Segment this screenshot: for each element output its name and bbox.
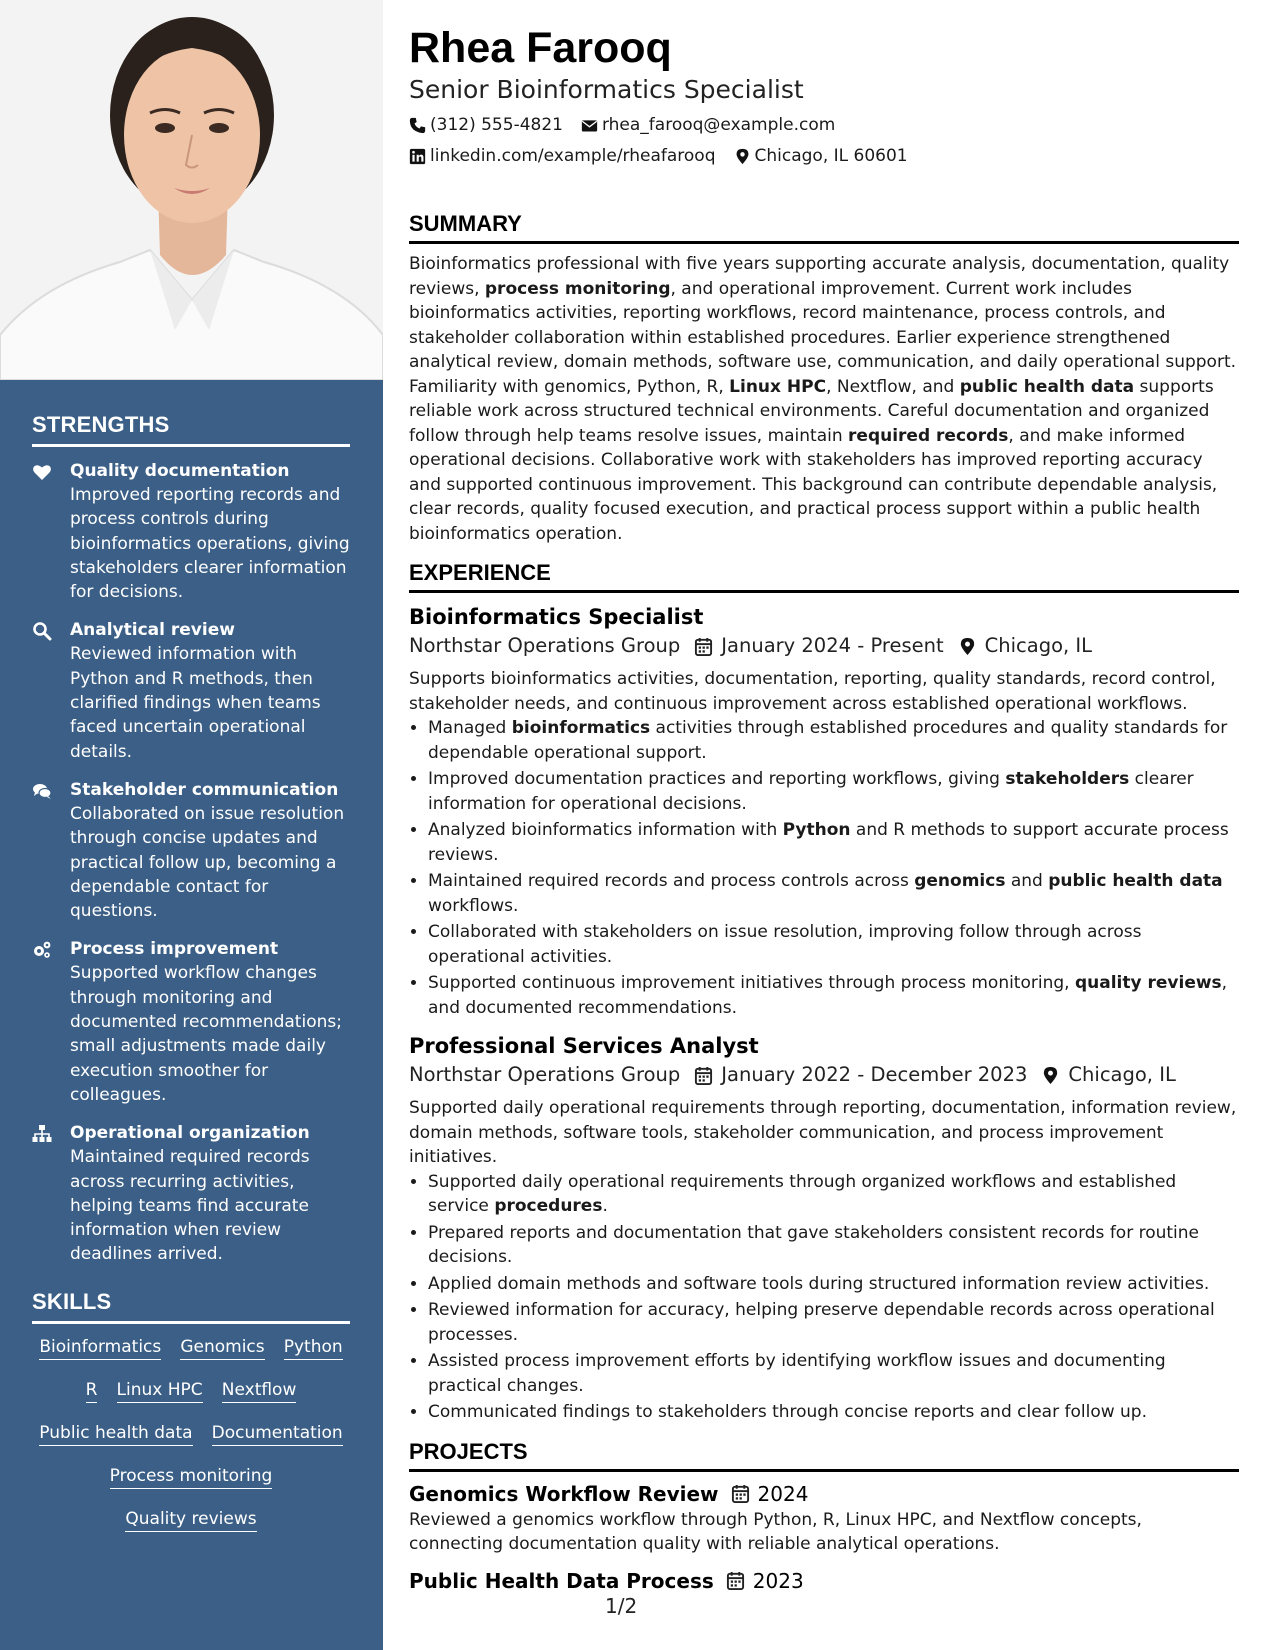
project-description: Reviewed a genomics workflow through Python, R, Linux HPC, and Nextflow concepts, connecting documentation quality with reliable analytical operations.	[409, 1509, 1142, 1554]
job-bullet: • Reviewed information for accuracy, helping preserve dependable records across operational processes.	[428, 1298, 1239, 1347]
strength-item	[32, 1121, 350, 1266]
job-bullets	[409, 716, 1239, 1020]
skill-tag: Quality reviews	[125, 1508, 256, 1532]
skill-row	[32, 1465, 350, 1489]
strength-item	[32, 937, 350, 1107]
job-company: Northstar Operations Group	[409, 634, 681, 657]
envelope-icon	[581, 117, 598, 134]
job-dates: January 2024 - Present	[721, 634, 944, 657]
project-entry	[409, 1567, 1239, 1595]
skill-tag: Python	[284, 1336, 343, 1360]
job-entry	[409, 603, 1239, 1020]
job-dates: January 2022 - December 2023	[721, 1063, 1028, 1086]
job-bullet: • Managed bioinformatics activities through established procedures and quality standards for dependable operational support.	[428, 716, 1239, 765]
job-bullet: • Prepared reports and documentation that gave stakeholders consistent records for routine decisions.	[428, 1221, 1239, 1270]
job-summary: Supports bioinformatics activities, documentation, reporting, quality standards, record control, stakeholder needs, and continuous improvement across established operational workflows.	[409, 669, 1216, 714]
main-content	[409, 22, 1239, 1595]
chat-icon	[32, 778, 70, 923]
sidebar	[0, 0, 383, 1650]
summary-heading: SUMMARY	[409, 211, 1239, 244]
location-contact	[734, 145, 908, 167]
page-number: 1/2	[605, 1594, 638, 1618]
project-title-row	[409, 1567, 1239, 1595]
profile-photo	[0, 0, 383, 380]
email-text[interactable]: rhea_farooq@example.com	[601, 115, 836, 135]
job-title-headline: Senior Bioinformatics Specialist	[409, 75, 804, 104]
skill-tag: Bioinformatics	[39, 1336, 161, 1360]
project-year: 2024	[757, 1481, 809, 1506]
phone-icon	[409, 117, 426, 134]
sidebar-content	[32, 412, 350, 1551]
calendar-icon	[731, 1484, 750, 1503]
linkedin-icon	[409, 148, 426, 165]
strength-description: Collaborated on issue resolution through concise updates and practical follow up, becoming a dependable contact for questions.	[70, 803, 345, 922]
job-bullet: • Assisted process improvement efforts by identifying workflow issues and documenting practical changes.	[428, 1349, 1239, 1398]
skill-tag: Genomics	[180, 1336, 264, 1360]
email-contact[interactable]	[581, 114, 835, 136]
strength-title: Process improvement	[70, 939, 279, 960]
strength-title: Operational organization	[70, 1123, 310, 1144]
job-company: Northstar Operations Group	[409, 1063, 681, 1086]
contact-row	[409, 145, 1239, 167]
job-summary: Supported daily operational requirements through reporting, documentation, information review, domain methods, software tools, stakeholder communication, and process improvement initiatives.	[409, 1098, 1237, 1167]
strength-title: Analytical review	[70, 620, 235, 641]
job-bullet: • Improved documentation practices and reporting workflows, giving stakeholders clearer information for operational decisions.	[428, 767, 1239, 816]
strength-description: Maintained required records across recurring activities, helping teams find accurate information when review deadlines arrived.	[70, 1147, 310, 1265]
strength-title: Quality documentation	[70, 461, 290, 481]
candidate-name: Rhea Farooq	[409, 24, 672, 72]
contact-row	[409, 114, 1239, 136]
skill-row	[32, 1422, 350, 1446]
project-title: Public Health Data Process	[409, 1568, 714, 1593]
job-bullet: • Applied domain methods and software tools during structured information review activities.	[428, 1272, 1239, 1297]
location-text: Chicago, IL 60601	[754, 146, 908, 166]
gears-icon	[32, 937, 70, 1107]
project-year: 2023	[752, 1568, 804, 1593]
experience-heading: EXPERIENCE	[409, 560, 1239, 593]
phone-text: (312) 555-4821	[430, 115, 563, 135]
job-bullet: • Supported daily operational requirements through organized workflows and established service procedures.	[428, 1170, 1239, 1219]
skill-tag: Public health data	[39, 1422, 192, 1446]
map-pin-icon	[1041, 1066, 1060, 1085]
map-pin-icon	[734, 148, 751, 165]
skill-tag: Nextflow	[222, 1379, 297, 1403]
job-bullet: • Collaborated with stakeholders on issue resolution, improving follow through across operational activities.	[428, 920, 1239, 969]
skill-tag: R	[86, 1379, 98, 1403]
skill-row	[32, 1336, 350, 1360]
search-icon	[32, 618, 70, 763]
job-meta	[409, 633, 1239, 659]
job-meta	[409, 1062, 1239, 1088]
job-bullet: • Supported continuous improvement initiatives through process monitoring, quality reviews, and documented recommendations.	[428, 971, 1239, 1020]
skill-tag: Linux HPC	[117, 1379, 203, 1403]
strength-description: Supported workflow changes through monitoring and documented recommendations; small adjustments made daily execution smoother for colleagues.	[70, 963, 342, 1105]
strength-item	[32, 459, 350, 604]
job-bullet: • Maintained required records and process controls across genomics and public health data workflows.	[428, 869, 1239, 918]
calendar-icon	[726, 1571, 745, 1590]
phone-contact	[409, 114, 563, 136]
calendar-icon	[694, 637, 713, 656]
linkedin-contact[interactable]	[409, 145, 716, 167]
project-title: Genomics Workflow Review	[409, 1481, 719, 1506]
skill-tag: Process monitoring	[110, 1465, 273, 1489]
sitemap-icon	[32, 1121, 70, 1266]
heart-icon	[32, 459, 70, 604]
job-entry	[409, 1032, 1239, 1425]
strengths-heading: STRENGTHS	[32, 412, 350, 447]
portrait-image	[0, 0, 383, 380]
projects-heading: PROJECTS	[409, 1439, 1239, 1472]
skill-row	[32, 1379, 350, 1403]
job-position: Bioinformatics Specialist	[409, 605, 704, 629]
skills-heading: SKILLS	[32, 1289, 350, 1324]
skill-tag: Documentation	[212, 1422, 343, 1446]
calendar-icon	[694, 1066, 713, 1085]
job-bullets	[409, 1170, 1239, 1425]
skills-section	[32, 1289, 350, 1532]
job-bullet: • Analyzed bioinformatics information with Python and R methods to support accurate process reviews.	[428, 818, 1239, 867]
job-position: Professional Services Analyst	[409, 1034, 759, 1058]
strength-item	[32, 618, 350, 763]
job-bullet: • Communicated findings to stakeholders through concise reports and clear follow up.	[428, 1400, 1239, 1425]
strength-title: Stakeholder communication	[70, 779, 339, 800]
summary-paragraph: Bioinformatics professional with five years supporting accurate analysis, documentation, quality reviews, process monitoring, and operational improvement. Current work includes bioinformatics activities, reporting workflows, record maintenance, process controls, and stakeholder collaboration within established procedures. Earlier experience strengthened analytical review, domain methods, software use, communication, and daily operational support. Familiarity with genomics, Python, R, Linux HPC, Nextflow, and public health data supports reliable work across structured technical environments. Careful documentation and organized follow through help teams resolve issues, maintain required records, and make informed operational decisions. Collaborative work with stakeholders has improved reporting accuracy and supported continuous improvement. This background can contribute dependable analysis, clear records, quality focused execution, and practical process support within a public health bioinformatics operation.	[409, 254, 1237, 544]
job-location: Chicago, IL	[1068, 1063, 1176, 1086]
strength-description: Improved reporting records and process controls during bioinformatics operations, giving stakeholders clearer information for decisions.	[70, 485, 350, 603]
strength-description: Reviewed information with Python and R methods, then clarified findings when teams faced uncertain operational details.	[70, 644, 321, 762]
strength-item	[32, 778, 350, 923]
job-location: Chicago, IL	[984, 634, 1093, 657]
project-entry	[409, 1480, 1239, 1557]
map-pin-icon	[958, 637, 977, 656]
linkedin-text[interactable]: linkedin.com/example/rheafarooq	[430, 146, 716, 166]
skill-row	[32, 1508, 350, 1532]
project-title-row	[409, 1480, 1239, 1508]
